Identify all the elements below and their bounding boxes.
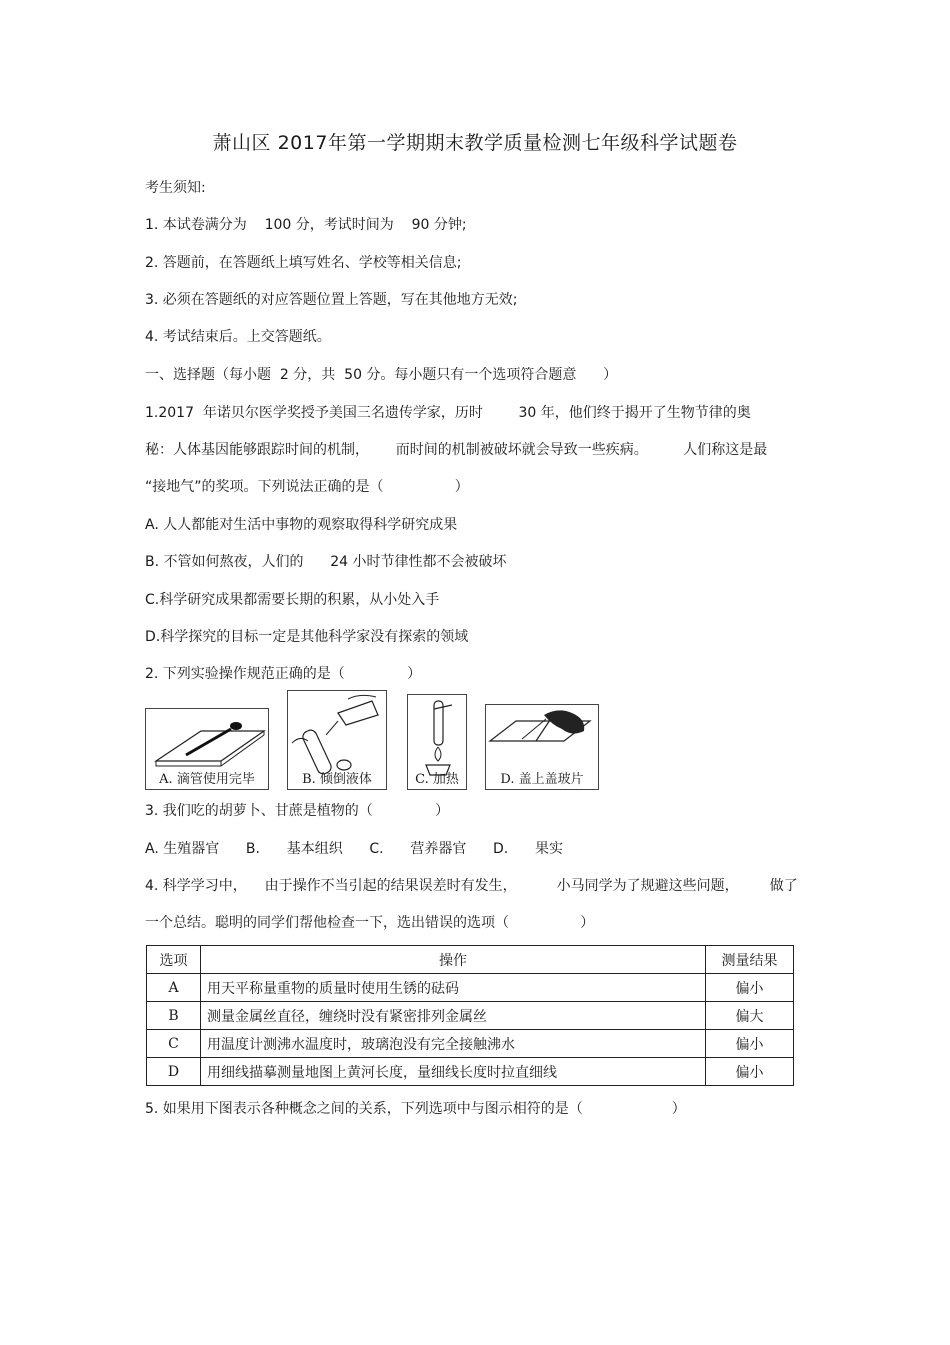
question-1-option-a: A. 人人都能对生活中事物的观察取得科学研究成果 [145, 517, 458, 533]
notice-item: 4. 考试结束后。上交答题纸。 [145, 329, 331, 345]
table-row [147, 1058, 794, 1086]
question-1-option-b: B. 不管如何熬夜，人们的 24 小时节律性都不会被破坏 [145, 554, 507, 570]
question-5-stem: 5. 如果用下图表示各种概念之间的关系，下列选项中与图示相符的是（ ） [145, 1101, 686, 1117]
section-heading: 一、选择题（每小题 2 分，共 50 分。每小题只有一个选项符合题意 ） [145, 367, 618, 383]
table-row [147, 1002, 794, 1030]
figure-caption: D. 盖上盖玻片 [500, 772, 584, 787]
table-cell: 用天平称量重物的质量时使用生锈的砝码 [201, 974, 706, 1002]
figure-b [287, 690, 387, 790]
notice-item: 2. 答题前，在答题纸上填写姓名、学校等相关信息; [145, 255, 462, 271]
question-3-options: A. 生殖器官 B. 基本组织 C. 营养器官 D. 果实 [145, 841, 563, 857]
figure-d [485, 704, 599, 790]
table-header: 测量结果 [706, 946, 794, 974]
question-1-stem: 秘：人体基因能够跟踪时间的机制， 而时间的机制被破坏就会导致一些疾病。 人们称这是最 [145, 442, 768, 458]
table-cell: A [147, 974, 201, 1002]
table-cell: 偏小 [706, 1058, 794, 1086]
question-1-option-c: C.科学研究成果都需要长期的积累，从小处入手 [145, 592, 440, 608]
table-cell: D [147, 1058, 201, 1086]
question-2-figures [145, 690, 615, 790]
figure-caption: B. 倾倒液体 [302, 772, 372, 787]
figure-caption: C. 加热 [415, 772, 459, 787]
table-cell: 测量金属丝直径，缠绕时没有紧密排列金属丝 [201, 1002, 706, 1030]
figure-caption: A. 滴管使用完毕 [159, 772, 255, 787]
question-4-table [146, 945, 794, 1086]
notice-heading: 考生须知: [145, 180, 206, 196]
question-3-stem: 3. 我们吃的胡萝卜、甘蔗是植物的（ ） [145, 803, 450, 819]
question-1-option-d: D.科学探究的目标一定是其他科学家没有探索的领域 [145, 629, 469, 645]
question-4-stem: 一个总结。聪明的同学们帮他检查一下，选出错误的选项（ ） [145, 915, 595, 931]
figure-c [407, 694, 467, 790]
notice-item: 1. 本试卷满分为 100 分，考试时间为 90 分钟; [145, 217, 467, 233]
table-cell: 偏小 [706, 1030, 794, 1058]
table-cell: B [147, 1002, 201, 1030]
table-cell: 用温度计测沸水温度时，玻璃泡没有完全接触沸水 [201, 1030, 706, 1058]
question-4-stem: 4. 科学学习中， 由于操作不当引起的结果误差时有发生， 小马同学为了规避这些问题， 做了 [145, 878, 798, 894]
table-cell: C [147, 1030, 201, 1058]
figure-a [145, 708, 269, 790]
table-row [147, 1030, 794, 1058]
question-1-stem: 1.2017 年诺贝尔医学奖授予美国三名遗传学家，历时 30 年，他们终于揭开了生物节律的奥 [145, 405, 751, 421]
table-row [147, 974, 794, 1002]
table-cell: 偏大 [706, 1002, 794, 1030]
table-header: 操作 [201, 946, 706, 974]
table-header-row [147, 946, 794, 974]
question-2-stem: 2. 下列实验操作规范正确的是（ ） [145, 666, 422, 682]
question-1-stem: “接地气”的奖项。下列说法正确的是（ ） [145, 479, 469, 495]
table-header: 选项 [147, 946, 201, 974]
notice-item: 3. 必须在答题纸的对应答题位置上答题，写在其他地方无效; [145, 292, 518, 308]
page-title: 萧山区 2017年第一学期期末教学质量检测七年级科学试题卷 [212, 132, 738, 154]
table-cell: 偏小 [706, 974, 794, 1002]
table-cell: 用细线描摹测量地图上黄河长度，量细线长度时拉直细线 [201, 1058, 706, 1086]
